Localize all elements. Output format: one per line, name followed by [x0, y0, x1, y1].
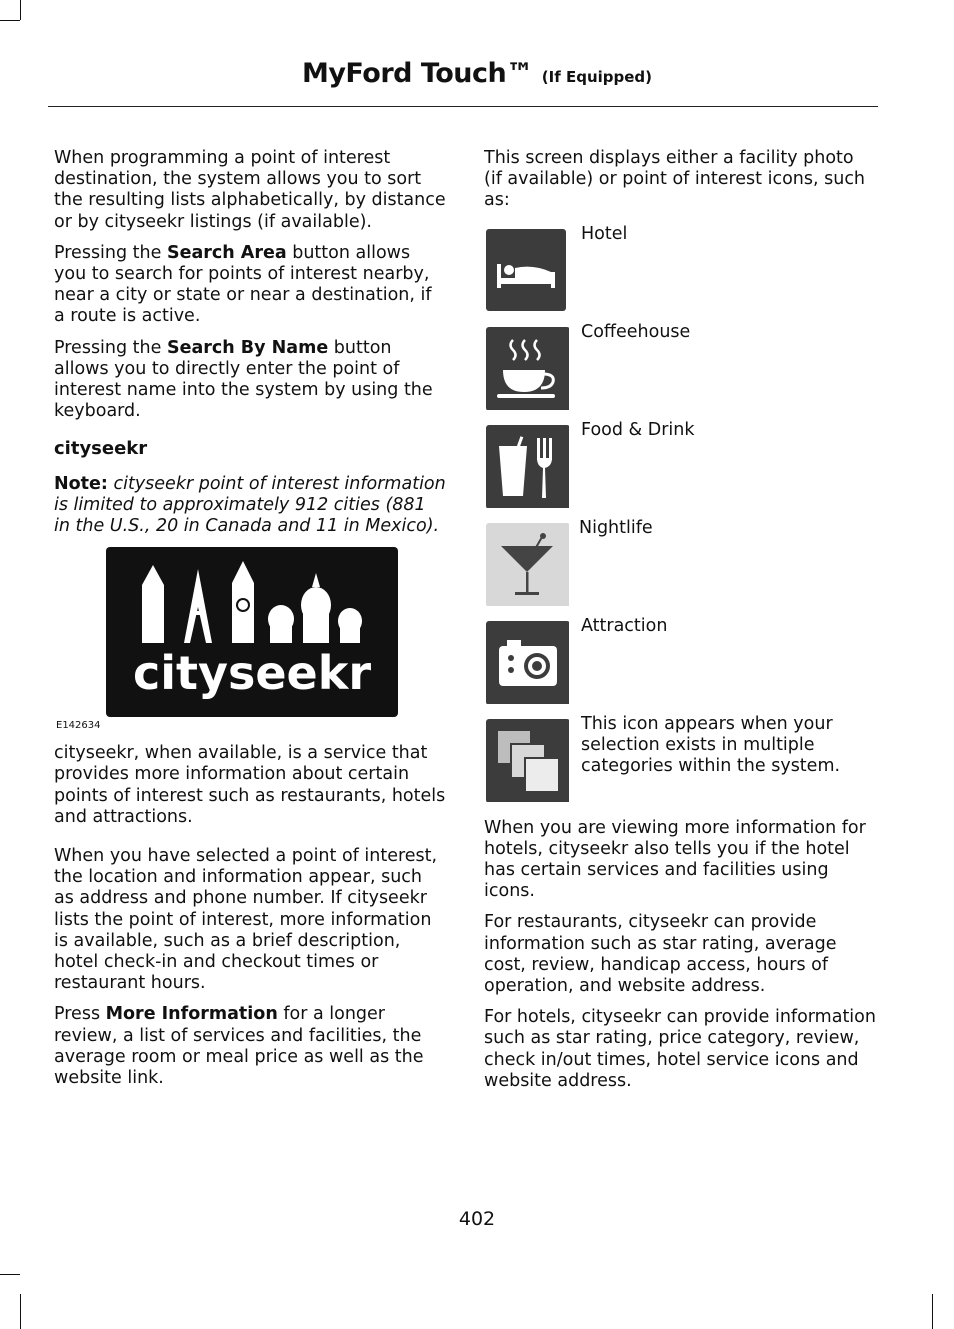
icon-label: Attraction [581, 615, 668, 636]
coffee-cup-icon [485, 326, 569, 410]
icon-row-nightlife [484, 518, 876, 616]
note: Note: cityseekr point of interest information is limited to approximately 912 cities (881 in the U.S., 20 in Canada and 11 in Mexico). [54, 473, 446, 537]
icon-label: Food & Drink [581, 419, 695, 440]
paragraph: This screen displays either a facility photo (if available) or point of interest icons, such as: [484, 148, 866, 211]
left-column [54, 148, 446, 1099]
city-skyline-icon [106, 547, 398, 717]
crop-mark [0, 1274, 20, 1275]
paragraph: Pressing the Search By Name button allows you to directly enter the point of interest name into the system by using the keyboard. [54, 337, 433, 422]
page-number: 402 [458, 1208, 496, 1230]
icon-row-hotel [484, 224, 876, 322]
icon-row-coffeehouse [484, 322, 876, 420]
logo-wordmark: cityseekr [132, 646, 372, 701]
paragraph: When programming a point of interest destination, the system allows you to sort the resulting lists alphabetically, by distance or by cityseekr listings (if available). [54, 148, 446, 232]
martini-glass-icon [485, 522, 569, 606]
crop-mark [20, 1294, 21, 1329]
paragraph: When you are viewing more information for hotels, cityseekr also tells you if the hotel has certain services and facilities using icons. [484, 817, 866, 902]
camera-icon [485, 620, 569, 704]
right-column [484, 148, 876, 1102]
header-divider [48, 106, 878, 107]
cup-fork-icon [485, 424, 569, 508]
icon-label: This icon appears when your selection exists in multiple categories within the system. [581, 713, 841, 777]
page-title: MyFord Touch™ [301, 58, 533, 89]
paragraph: When you have selected a point of interest, the location and information appear, such as address and phone number. If cityseekr lists the point of interest, more information is available, such as a brief description, hotel check-in and checkout times or restaurant hours. [54, 846, 438, 994]
page-subtitle: (If Equipped) [541, 68, 653, 86]
icon-label: Nightlife [579, 517, 653, 538]
paragraph: Press More Information for a longer review, a list of services and facilities, the average room or meal price as well as the website link. [54, 1004, 424, 1089]
paragraph: cityseekr, when available, is a service that provides more information about certain points of interest such as restaurants, hotels and attractions. [54, 743, 446, 827]
icon-label: Hotel [581, 223, 628, 244]
icon-row-attraction [484, 616, 876, 714]
note-label: Note: [54, 473, 108, 494]
section-heading: cityseekr [54, 438, 148, 460]
icon-row-food-drink [484, 420, 876, 518]
paragraph: For hotels, cityseekr can provide information such as star rating, price category, review, check in/out times, hotel service icons and website address. [484, 1007, 876, 1091]
more-information-term: More Information [105, 1004, 278, 1025]
cityseekr-logo [106, 547, 398, 717]
figure-id: E142634 [56, 720, 101, 732]
paragraph: For restaurants, cityseekr can provide information such as star rating, average cost, review, handicap access, hours of operation, and website address. [484, 912, 837, 997]
crop-mark [20, 0, 21, 20]
page-header [0, 58, 954, 89]
search-by-name-term: Search By Name [166, 337, 329, 358]
icon-row-multiple [484, 714, 876, 818]
icon-label: Coffeehouse [581, 321, 691, 342]
crop-mark [0, 20, 20, 21]
search-area-term: Search Area [166, 242, 287, 263]
cityseekr-figure [54, 547, 446, 737]
stacked-squares-icon [485, 718, 569, 802]
paragraph: Pressing the Search Area button allows you to search for points of interest nearby, near a city or state or near a destination, if a route is active. [54, 242, 432, 327]
hotel-bed-icon [485, 228, 569, 312]
crop-mark [932, 1294, 933, 1329]
